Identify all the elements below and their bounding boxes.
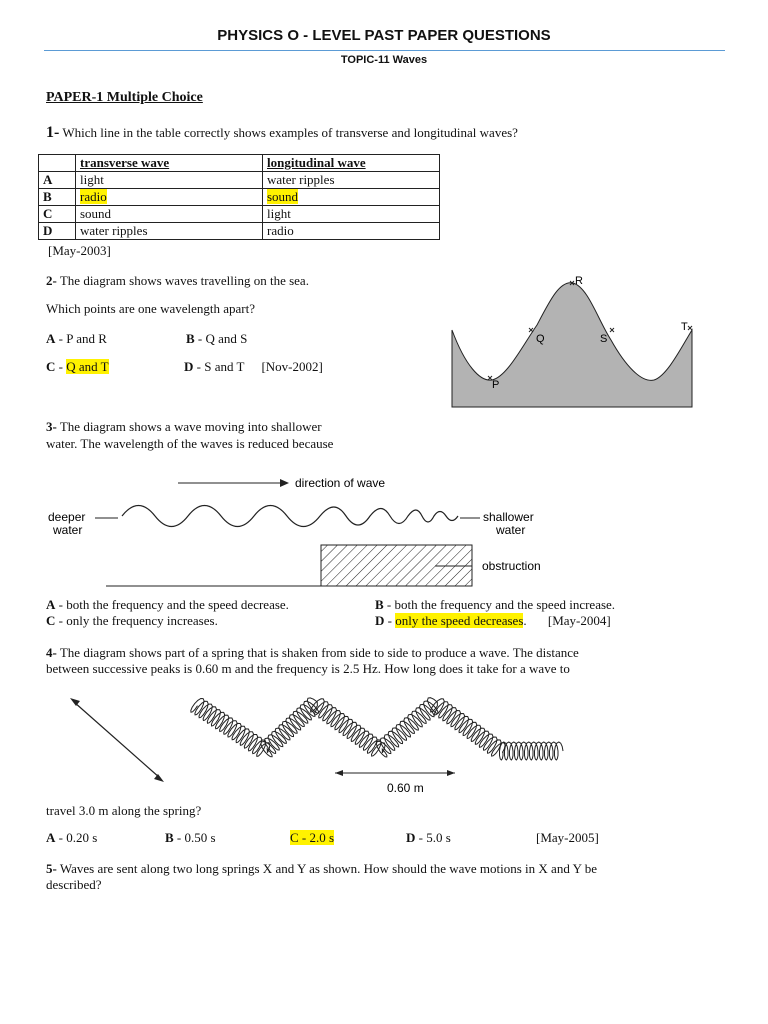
table-cell: radio: [263, 223, 440, 240]
question-number: 2-: [46, 273, 57, 288]
table-cell: [76, 189, 263, 206]
row-letter: A: [39, 172, 76, 189]
question-number: 4-: [46, 645, 57, 660]
question-3: [46, 418, 322, 435]
shallower-label: shallower: [483, 510, 534, 524]
table-row: [39, 189, 440, 206]
option-c: C - Q and T: [46, 359, 109, 374]
row-letter: C: [39, 206, 76, 223]
question-5: [46, 860, 597, 877]
highlighted-answer: Q and T: [66, 359, 109, 374]
table-row: [39, 206, 440, 223]
label-t: T: [681, 321, 688, 333]
wave-table: [38, 154, 440, 240]
option-d: D - S and T [Nov-2002]: [184, 359, 323, 374]
shake-arrow: [74, 702, 160, 778]
option-d: D - 5.0 s: [406, 830, 451, 845]
source-tag: [May-2005]: [536, 830, 599, 845]
table-header: longitudinal wave: [263, 155, 440, 172]
table-row: [39, 172, 440, 189]
topic-title: TOPIC-11 Waves: [340, 54, 428, 66]
highlighted-answer: sound: [267, 189, 299, 204]
question-1: [46, 124, 518, 141]
highlighted-answer: C - 2.0 s: [290, 830, 335, 845]
direction-label: direction of wave: [295, 476, 386, 490]
question-number: 5-: [46, 861, 57, 876]
arrow-head: [70, 698, 80, 706]
table-cell: sound: [76, 206, 263, 223]
source-tag: [May-2003]: [48, 243, 111, 258]
label-p: P: [492, 379, 500, 391]
option-a: A - P and R: [46, 331, 107, 346]
option-a: A - both the frequency and the speed decrease.: [46, 597, 289, 612]
row-letter: B: [39, 189, 76, 206]
header-rule: [44, 50, 725, 51]
table-header-row: [39, 155, 440, 172]
arrow-head: [154, 774, 164, 782]
option-c: [290, 829, 334, 846]
sea-wave-shape: [452, 283, 692, 407]
question-text: The diagram shows waves travelling on the sea.: [59, 273, 309, 288]
arrow-head: [335, 770, 343, 776]
label-r: R: [575, 275, 583, 287]
question-number: 3-: [46, 419, 57, 434]
label-s: S: [600, 333, 608, 345]
question-text: travel 3.0 m along the spring?: [46, 803, 202, 818]
water-wave: [122, 506, 458, 527]
arrow-head: [280, 479, 289, 487]
sea-wave-diagram: [445, 270, 700, 410]
table-cell: light: [263, 206, 440, 223]
table-cell: water ripples: [76, 223, 263, 240]
option-b: B - 0.50 s: [165, 830, 216, 845]
deeper-label: deeper: [48, 510, 86, 524]
page-title: PHYSICS O - LEVEL PAST PAPER QUESTIONS: [217, 27, 551, 44]
option-b: B - both the frequency and the speed increase.: [375, 597, 616, 612]
table-cell: [263, 189, 440, 206]
question-text: The diagram shows part of a spring that is shaken from side to side to produce a wave. The distance: [59, 645, 579, 660]
question-number: 1-: [46, 124, 60, 141]
shallower-label: water: [496, 523, 526, 537]
deeper-label: water: [53, 523, 83, 537]
highlighted-answer: radio: [80, 189, 107, 204]
option-b: B - Q and S: [186, 331, 248, 346]
spring-diagram: [60, 686, 570, 798]
shallow-water-diagram: [40, 466, 560, 592]
source-tag: [Nov-2002]: [261, 359, 323, 374]
obstruction-label: obstruction: [482, 559, 541, 573]
spring-coil: [191, 698, 563, 760]
option-a: A - 0.20 s: [46, 830, 98, 845]
question-text: Which line in the table correctly shows examples of transverse and longitudinal waves?: [62, 125, 518, 140]
highlighted-answer: only the speed decreases: [395, 613, 524, 628]
question-text: described?: [46, 877, 102, 892]
question-text: Which points are one wavelength apart?: [46, 301, 255, 316]
source-tag: [May-2004]: [547, 613, 611, 628]
question-text: water. The wavelength of the waves is reduced because: [46, 436, 334, 451]
label-q: Q: [536, 333, 545, 345]
question-text: between successive peaks is 0.60 m and the frequency is 2.5 Hz. How long does it take for a wave to: [46, 661, 570, 676]
option-c: C - only the frequency increases.: [46, 613, 218, 628]
question-4: [46, 644, 579, 661]
question-text: Waves are sent along two long springs X and Y as shown. How should the wave motions in X and Y be: [59, 861, 598, 876]
table-row: [39, 223, 440, 240]
table-cell: light: [76, 172, 263, 189]
table-cell: water ripples: [263, 172, 440, 189]
table-header: transverse wave: [76, 155, 263, 172]
row-letter: D: [39, 223, 76, 240]
paper-heading: PAPER-1 Multiple Choice: [46, 90, 203, 105]
wavelength-label: 0.60 m: [387, 781, 424, 795]
option-d: D - only the speed decreases. [May-2004]: [375, 613, 611, 628]
question-2: [46, 272, 309, 289]
question-text: The diagram shows a wave moving into shallower: [59, 419, 322, 434]
arrow-head: [447, 770, 455, 776]
